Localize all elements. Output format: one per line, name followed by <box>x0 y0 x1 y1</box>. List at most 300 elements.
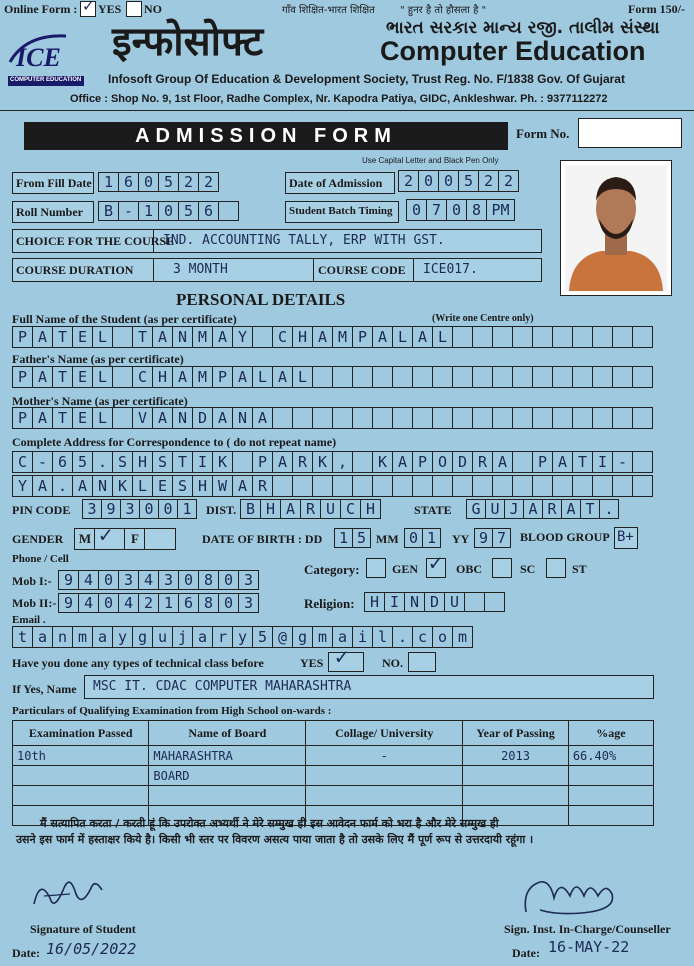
char-cell[interactable]: N <box>405 592 425 612</box>
gender-m-check[interactable] <box>94 523 126 550</box>
online-no-checkbox[interactable] <box>126 1 142 17</box>
char-cell[interactable]: 1 <box>99 172 119 192</box>
char-cell[interactable]: t <box>13 626 33 648</box>
char-cell[interactable] <box>513 407 533 429</box>
table-cell[interactable]: 10th <box>13 746 149 766</box>
char-cell[interactable]: . <box>600 499 619 519</box>
char-cell[interactable] <box>613 475 633 497</box>
char-cell[interactable]: 0 <box>439 170 459 192</box>
char-cell[interactable]: a <box>33 626 53 648</box>
char-cell[interactable]: 1 <box>159 593 179 613</box>
char-cell[interactable]: 3 <box>119 570 139 590</box>
category-sc-checkbox[interactable] <box>492 558 512 578</box>
char-cell[interactable]: l <box>373 626 393 648</box>
category-st-checkbox[interactable] <box>546 558 566 578</box>
char-cell[interactable] <box>433 366 453 388</box>
char-cell[interactable]: T <box>133 326 153 348</box>
char-cell[interactable]: 9 <box>59 593 79 613</box>
char-cell[interactable] <box>593 407 613 429</box>
char-cell[interactable]: 3 <box>159 570 179 590</box>
char-cell[interactable] <box>313 407 333 429</box>
char-cell[interactable]: M <box>193 366 213 388</box>
char-cell[interactable] <box>333 475 353 497</box>
char-cell[interactable]: , <box>333 451 353 473</box>
char-cell[interactable]: S <box>173 475 193 497</box>
category-gen-checkbox[interactable] <box>366 558 386 578</box>
char-cell[interactable] <box>353 366 373 388</box>
char-cell[interactable] <box>113 366 133 388</box>
table-cell[interactable] <box>568 806 653 826</box>
table-cell[interactable]: MAHARASHTRA <box>149 746 306 766</box>
char-cell[interactable] <box>633 407 653 429</box>
char-cell[interactable]: A <box>553 451 573 473</box>
char-cell[interactable] <box>333 407 353 429</box>
char-cell[interactable]: A <box>33 366 53 388</box>
char-cell[interactable]: A <box>233 366 253 388</box>
char-cell[interactable]: . <box>393 626 413 648</box>
char-cell[interactable] <box>113 326 133 348</box>
char-cell[interactable]: A <box>253 407 273 429</box>
email-field[interactable] <box>12 626 473 648</box>
char-cell[interactable]: 5 <box>73 451 93 473</box>
char-cell[interactable]: E <box>153 475 173 497</box>
char-cell[interactable]: R <box>543 499 562 519</box>
char-cell[interactable]: L <box>133 475 153 497</box>
char-cell[interactable]: C <box>13 451 33 473</box>
gender-m-box[interactable] <box>74 528 96 550</box>
char-cell[interactable] <box>593 475 613 497</box>
char-cell[interactable]: P <box>533 451 553 473</box>
char-cell[interactable]: A <box>524 499 543 519</box>
char-cell[interactable] <box>393 407 413 429</box>
char-cell[interactable] <box>393 366 413 388</box>
char-cell[interactable] <box>313 366 333 388</box>
char-cell[interactable]: u <box>153 626 173 648</box>
char-cell[interactable] <box>493 407 513 429</box>
table-cell[interactable] <box>568 786 653 806</box>
char-cell[interactable]: 8 <box>467 199 487 221</box>
char-cell[interactable]: H <box>261 499 281 519</box>
char-cell[interactable] <box>613 366 633 388</box>
char-cell[interactable]: c <box>413 626 433 648</box>
mob2-field[interactable] <box>58 593 259 613</box>
char-cell[interactable] <box>473 366 493 388</box>
char-cell[interactable]: g <box>293 626 313 648</box>
mother-name-field[interactable] <box>12 407 653 429</box>
char-cell[interactable]: 2 <box>139 593 159 613</box>
table-cell[interactable] <box>463 786 569 806</box>
char-cell[interactable]: A <box>373 326 393 348</box>
char-cell[interactable]: i <box>353 626 373 648</box>
char-cell[interactable]: N <box>173 326 193 348</box>
char-cell[interactable]: 1 <box>139 201 159 221</box>
char-cell[interactable]: 1 <box>178 499 197 519</box>
char-cell[interactable]: G <box>467 499 486 519</box>
char-cell[interactable] <box>413 366 433 388</box>
char-cell[interactable]: I <box>385 592 405 612</box>
char-cell[interactable]: 5 <box>253 626 273 648</box>
char-cell[interactable]: J <box>505 499 524 519</box>
father-name-field[interactable] <box>12 366 653 388</box>
char-cell[interactable] <box>413 407 433 429</box>
char-cell[interactable]: T <box>581 499 600 519</box>
char-cell[interactable] <box>373 475 393 497</box>
char-cell[interactable]: 7 <box>493 528 511 548</box>
char-cell[interactable]: L <box>253 366 273 388</box>
char-cell[interactable]: U <box>321 499 341 519</box>
table-cell[interactable] <box>13 766 149 786</box>
char-cell[interactable]: j <box>173 626 193 648</box>
char-cell[interactable]: M <box>193 326 213 348</box>
char-cell[interactable]: R <box>473 451 493 473</box>
char-cell[interactable]: o <box>433 626 453 648</box>
char-cell[interactable] <box>253 326 273 348</box>
dob-dd-field[interactable] <box>334 528 371 548</box>
char-cell[interactable]: A <box>562 499 581 519</box>
char-cell[interactable] <box>393 475 413 497</box>
dob-mm-field[interactable] <box>404 528 441 548</box>
char-cell[interactable] <box>273 475 293 497</box>
char-cell[interactable]: U <box>445 592 465 612</box>
char-cell[interactable]: L <box>93 326 113 348</box>
char-cell[interactable] <box>313 475 333 497</box>
course-duration-value[interactable]: 3 MONTH <box>173 262 228 277</box>
char-cell[interactable] <box>633 366 653 388</box>
char-cell[interactable] <box>293 407 313 429</box>
choice-course-value[interactable]: IND. ACCOUNTING TALLY, ERP WITH GST. <box>163 233 445 248</box>
char-cell[interactable]: 6 <box>53 451 73 473</box>
char-cell[interactable]: m <box>73 626 93 648</box>
char-cell[interactable]: K <box>113 475 133 497</box>
char-cell[interactable]: 1 <box>423 528 441 548</box>
char-cell[interactable]: 5 <box>459 170 479 192</box>
char-cell[interactable]: 7 <box>427 199 447 221</box>
char-cell[interactable]: 5 <box>179 201 199 221</box>
char-cell[interactable] <box>485 592 505 612</box>
char-cell[interactable]: 9 <box>475 528 493 548</box>
char-cell[interactable]: y <box>113 626 133 648</box>
full-name-field[interactable] <box>12 326 653 348</box>
char-cell[interactable]: 4 <box>119 593 139 613</box>
char-cell[interactable]: 5 <box>159 172 179 192</box>
char-cell[interactable]: A <box>213 326 233 348</box>
char-cell[interactable] <box>533 407 553 429</box>
char-cell[interactable] <box>219 201 239 221</box>
char-cell[interactable] <box>533 366 553 388</box>
char-cell[interactable]: P <box>213 366 233 388</box>
table-cell[interactable]: 66.40% <box>568 746 653 766</box>
char-cell[interactable] <box>373 407 393 429</box>
char-cell[interactable]: N <box>233 407 253 429</box>
char-cell[interactable]: 2 <box>179 172 199 192</box>
char-cell[interactable]: I <box>593 451 613 473</box>
char-cell[interactable]: E <box>73 366 93 388</box>
char-cell[interactable]: U <box>486 499 505 519</box>
char-cell[interactable] <box>493 475 513 497</box>
char-cell[interactable] <box>333 366 353 388</box>
char-cell[interactable]: H <box>365 592 385 612</box>
mob1-field[interactable] <box>58 570 259 590</box>
char-cell[interactable]: T <box>573 451 593 473</box>
char-cell[interactable]: H <box>293 326 313 348</box>
char-cell[interactable]: A <box>153 326 173 348</box>
char-cell[interactable] <box>513 475 533 497</box>
char-cell[interactable]: P <box>13 366 33 388</box>
char-cell[interactable]: 4 <box>79 570 99 590</box>
char-cell[interactable] <box>453 366 473 388</box>
char-cell[interactable]: 2 <box>399 170 419 192</box>
char-cell[interactable]: D <box>193 407 213 429</box>
char-cell[interactable] <box>633 475 653 497</box>
char-cell[interactable]: C <box>273 326 293 348</box>
char-cell[interactable]: P <box>413 451 433 473</box>
gender-f-box[interactable] <box>124 528 146 550</box>
char-cell[interactable] <box>353 451 373 473</box>
char-cell[interactable]: 2 <box>499 170 519 192</box>
char-cell[interactable]: K <box>313 451 333 473</box>
char-cell[interactable]: C <box>341 499 361 519</box>
char-cell[interactable]: Y <box>233 326 253 348</box>
char-cell[interactable]: 2 <box>479 170 499 192</box>
char-cell[interactable]: m <box>453 626 473 648</box>
char-cell[interactable]: 0 <box>139 172 159 192</box>
char-cell[interactable] <box>493 326 513 348</box>
char-cell[interactable] <box>513 366 533 388</box>
char-cell[interactable]: V <box>133 407 153 429</box>
district-field[interactable] <box>240 499 381 519</box>
char-cell[interactable] <box>553 475 573 497</box>
char-cell[interactable]: T <box>173 451 193 473</box>
char-cell[interactable]: M <box>333 326 353 348</box>
pin-code-field[interactable] <box>82 499 197 519</box>
char-cell[interactable]: Y <box>13 475 33 497</box>
char-cell[interactable] <box>573 475 593 497</box>
char-cell[interactable]: A <box>413 326 433 348</box>
table-cell[interactable] <box>306 786 463 806</box>
char-cell[interactable]: A <box>281 499 301 519</box>
char-cell[interactable] <box>353 407 373 429</box>
char-cell[interactable]: H <box>361 499 381 519</box>
char-cell[interactable] <box>113 407 133 429</box>
address-line-1-field[interactable] <box>12 451 653 473</box>
char-cell[interactable]: B <box>241 499 261 519</box>
dob-yy-field[interactable] <box>474 528 511 548</box>
char-cell[interactable] <box>473 475 493 497</box>
char-cell[interactable]: N <box>93 475 113 497</box>
char-cell[interactable]: 6 <box>199 201 219 221</box>
char-cell[interactable]: L <box>393 326 413 348</box>
char-cell[interactable] <box>233 451 253 473</box>
char-cell[interactable]: . <box>93 451 113 473</box>
char-cell[interactable] <box>593 326 613 348</box>
char-cell[interactable]: . <box>53 475 73 497</box>
char-cell[interactable]: H <box>193 475 213 497</box>
char-cell[interactable]: A <box>493 451 513 473</box>
char-cell[interactable]: 6 <box>119 172 139 192</box>
char-cell[interactable]: 0 <box>99 593 119 613</box>
batch-timing-field[interactable] <box>406 199 515 221</box>
char-cell[interactable]: P <box>253 451 273 473</box>
char-cell[interactable]: A <box>393 451 413 473</box>
char-cell[interactable] <box>553 366 573 388</box>
char-cell[interactable]: 2 <box>199 172 219 192</box>
char-cell[interactable]: S <box>153 451 173 473</box>
state-field[interactable] <box>466 499 619 519</box>
char-cell[interactable] <box>373 366 393 388</box>
char-cell[interactable]: n <box>53 626 73 648</box>
char-cell[interactable]: K <box>213 451 233 473</box>
char-cell[interactable]: D <box>425 592 445 612</box>
char-cell[interactable] <box>413 475 433 497</box>
char-cell[interactable] <box>573 366 593 388</box>
char-cell[interactable]: B <box>99 201 119 221</box>
char-cell[interactable]: O <box>433 451 453 473</box>
char-cell[interactable]: A <box>33 326 53 348</box>
char-cell[interactable]: N <box>173 407 193 429</box>
char-cell[interactable]: R <box>301 499 321 519</box>
char-cell[interactable]: 0 <box>219 570 239 590</box>
char-cell[interactable]: - <box>33 451 53 473</box>
char-cell[interactable]: a <box>93 626 113 648</box>
char-cell[interactable]: 4 <box>139 570 159 590</box>
char-cell[interactable]: 0 <box>219 593 239 613</box>
char-cell[interactable]: T <box>53 407 73 429</box>
char-cell[interactable] <box>453 407 473 429</box>
tech-no-checkbox[interactable] <box>408 652 436 672</box>
address-line-2-field[interactable] <box>12 475 653 497</box>
char-cell[interactable] <box>633 451 653 473</box>
char-cell[interactable] <box>473 326 493 348</box>
char-cell[interactable]: 0 <box>179 570 199 590</box>
char-cell[interactable]: L <box>293 366 313 388</box>
char-cell[interactable]: R <box>293 451 313 473</box>
roll-number-field[interactable] <box>98 201 239 221</box>
category-obc-checkbox[interactable]: ✓ <box>426 558 446 578</box>
char-cell[interactable]: S <box>113 451 133 473</box>
char-cell[interactable]: 9 <box>102 499 121 519</box>
char-cell[interactable]: E <box>73 407 93 429</box>
char-cell[interactable]: R <box>253 475 273 497</box>
char-cell[interactable] <box>553 407 573 429</box>
char-cell[interactable] <box>353 475 373 497</box>
char-cell[interactable]: g <box>133 626 153 648</box>
char-cell[interactable] <box>465 592 485 612</box>
char-cell[interactable]: a <box>333 626 353 648</box>
tech-yes-checkbox[interactable]: ✓ <box>328 652 364 672</box>
table-cell[interactable] <box>149 786 306 806</box>
char-cell[interactable]: 0 <box>159 499 178 519</box>
char-cell[interactable]: A <box>33 407 53 429</box>
char-cell[interactable]: K <box>373 451 393 473</box>
char-cell[interactable]: L <box>93 407 113 429</box>
char-cell[interactable] <box>513 451 533 473</box>
char-cell[interactable]: 3 <box>121 499 140 519</box>
char-cell[interactable]: y <box>233 626 253 648</box>
char-cell[interactable] <box>513 326 533 348</box>
char-cell[interactable] <box>273 407 293 429</box>
char-cell[interactable]: D <box>453 451 473 473</box>
char-cell[interactable]: A <box>33 475 53 497</box>
char-cell[interactable]: 6 <box>179 593 199 613</box>
gender-f-check[interactable] <box>144 528 176 550</box>
table-cell[interactable] <box>463 766 569 786</box>
char-cell[interactable] <box>533 475 553 497</box>
char-cell[interactable]: 0 <box>159 201 179 221</box>
char-cell[interactable]: H <box>153 366 173 388</box>
religion-field[interactable] <box>364 592 505 612</box>
table-cell[interactable]: BOARD <box>149 766 306 786</box>
char-cell[interactable]: - <box>613 451 633 473</box>
char-cell[interactable] <box>473 407 493 429</box>
char-cell[interactable]: r <box>213 626 233 648</box>
char-cell[interactable]: A <box>313 326 333 348</box>
char-cell[interactable] <box>453 475 473 497</box>
blood-group-field[interactable] <box>614 527 638 549</box>
char-cell[interactable]: 4 <box>79 593 99 613</box>
table-cell[interactable] <box>13 786 149 806</box>
char-cell[interactable] <box>613 326 633 348</box>
char-cell[interactable]: H <box>133 451 153 473</box>
char-cell[interactable] <box>633 326 653 348</box>
char-cell[interactable] <box>433 407 453 429</box>
char-cell[interactable] <box>433 475 453 497</box>
char-cell[interactable]: A <box>273 366 293 388</box>
char-cell[interactable]: 0 <box>405 528 423 548</box>
table-cell[interactable] <box>306 766 463 786</box>
char-cell[interactable]: P <box>13 407 33 429</box>
char-cell[interactable] <box>593 366 613 388</box>
char-cell[interactable]: m <box>313 626 333 648</box>
char-cell[interactable]: T <box>53 366 73 388</box>
char-cell[interactable]: - <box>119 201 139 221</box>
char-cell[interactable]: 0 <box>447 199 467 221</box>
char-cell[interactable]: C <box>133 366 153 388</box>
char-cell[interactable] <box>293 475 313 497</box>
char-cell[interactable] <box>573 407 593 429</box>
char-cell[interactable]: 9 <box>59 570 79 590</box>
char-cell[interactable]: I <box>193 451 213 473</box>
char-cell[interactable]: P <box>353 326 373 348</box>
char-cell[interactable]: P <box>13 326 33 348</box>
course-code-value[interactable]: ICE017. <box>423 262 478 277</box>
char-cell[interactable]: A <box>213 407 233 429</box>
admission-date-field[interactable] <box>398 170 519 192</box>
char-cell[interactable]: E <box>73 326 93 348</box>
char-cell[interactable]: A <box>173 366 193 388</box>
if-yes-field[interactable] <box>84 675 654 699</box>
char-cell[interactable]: 8 <box>199 570 219 590</box>
from-fill-date-field[interactable] <box>98 172 219 192</box>
char-cell[interactable] <box>533 326 553 348</box>
char-cell[interactable]: 3 <box>239 570 259 590</box>
char-cell[interactable] <box>573 326 593 348</box>
char-cell[interactable]: 8 <box>199 593 219 613</box>
online-yes-checkbox[interactable]: ✓ <box>82 0 95 15</box>
char-cell[interactable]: 0 <box>407 199 427 221</box>
char-cell[interactable]: 0 <box>419 170 439 192</box>
char-cell[interactable]: W <box>213 475 233 497</box>
char-cell[interactable]: A <box>273 451 293 473</box>
char-cell[interactable]: 1 <box>335 528 353 548</box>
char-cell[interactable]: 5 <box>353 528 371 548</box>
table-cell[interactable]: - <box>306 746 463 766</box>
table-cell[interactable]: 2013 <box>463 746 569 766</box>
char-cell[interactable] <box>613 407 633 429</box>
char-cell[interactable]: A <box>73 475 93 497</box>
char-cell[interactable]: 0 <box>140 499 159 519</box>
char-cell[interactable]: 3 <box>239 593 259 613</box>
char-cell[interactable]: A <box>153 407 173 429</box>
